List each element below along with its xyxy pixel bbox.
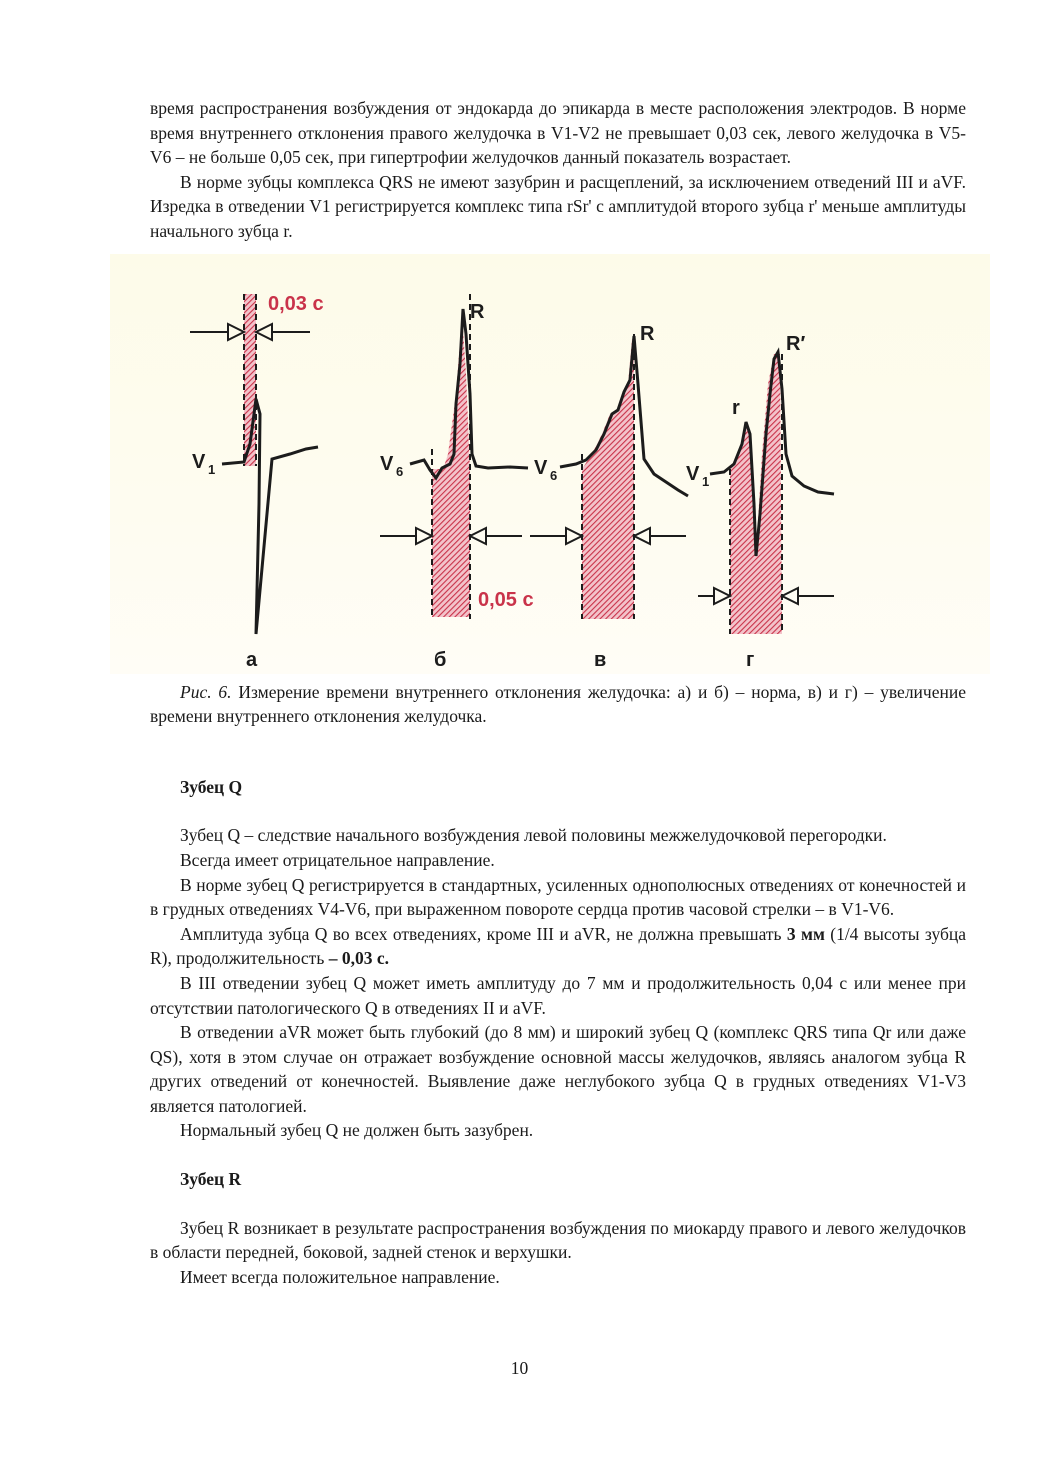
lead-subscript-d: 1 — [702, 473, 710, 489]
r-paragraph-1: Зубец R возникает в результате распространения возбуждения по миокарду правого и левого желудочков в области передней, боковой, задней стенок и верхушки. — [150, 1217, 966, 1263]
lead-subscript-c: 6 — [550, 467, 558, 483]
wave-label-r-c: R — [640, 322, 655, 345]
ecg-diagram — [110, 254, 990, 674]
page-content — [150, 96, 966, 1289]
arrow-right-icon — [566, 528, 582, 544]
panel-letter-b: б — [434, 648, 447, 671]
arrow-right-icon — [228, 324, 244, 340]
panel-b — [380, 294, 534, 671]
panel-letter-c: в — [594, 648, 607, 671]
lead-label-v1-a: V — [192, 450, 206, 473]
intro-paragraph-1: время распространения возбуждения от эндокарда до эпикарда в месте расположения электродов. В норме время внутреннего отклонения правого желудочка в V1-V2 не превышает 0,03 сек, левого желудочка в V5-V6 – не больше 0,05 сек, при гипертрофии желудочков данный показатель возрастает. — [150, 98, 966, 168]
interval-label-003: 0,03 с — [268, 292, 324, 315]
interval-band-b — [432, 469, 470, 617]
q-paragraph-5: В III отведении зубец Q может иметь амплитуду до 7 мм и продолжительность 0,04 с или менее при отсутствии патологического Q в отведениях II и aVF. — [150, 972, 966, 1018]
intro-paragraph-2: В норме зубцы комплекса QRS не имеют зазубрин и расщеплений, за исключением отведений III и aVF. Изредка в отведении V1 регистрируется комплекс типа rSr' с амплитудой второго зубца r' меньше амплитуды начального зубца r. — [150, 171, 966, 241]
caption-number: Рис. 6. — [180, 681, 232, 702]
panel-letter-a: а — [246, 648, 258, 671]
lead-label-v6-c: V — [534, 456, 548, 479]
wave-label-rprime-d: R′ — [786, 332, 806, 355]
lead-subscript-b: 6 — [396, 463, 404, 479]
q-p4-bold-3mm: 3 мм — [786, 923, 825, 944]
q-p4-part-a: Амплитуда зубца Q во всех отведениях, кроме III и aVR, не должна превышать — [180, 923, 787, 944]
arrow-left-icon — [634, 528, 650, 544]
wave-label-r-small-d: r — [732, 396, 740, 419]
lead-subscript-a: 1 — [208, 461, 216, 477]
arrow-right-icon — [714, 588, 730, 604]
arrow-left-icon — [470, 528, 486, 544]
heading-q-wave: Зубец Q — [180, 776, 243, 797]
caption-text: Измерение времени внутреннего отклонения желудочка: а) и б) – норма, в) и г) – увеличение времени внутреннего отклонения желудочка. — [150, 681, 966, 727]
q-p4-bold-duration: – 0,03 с. — [328, 948, 389, 969]
panel-c — [530, 323, 688, 671]
wave-label-r-b: R — [470, 300, 485, 323]
figure-6 — [110, 254, 990, 674]
q-p4-part-c: (1/4 высоты зубца R), продолжительность — [150, 923, 966, 969]
q-paragraph-7: Нормальный зубец Q не должен быть зазубрен. — [180, 1120, 534, 1141]
arrow-right-icon — [416, 528, 432, 544]
figure-caption — [150, 680, 966, 729]
lead-label-v1-d: V — [686, 462, 700, 485]
arrow-left-icon — [256, 324, 272, 340]
q-paragraph-1: Зубец Q – следствие начального возбуждения левой половины межжелудочковой перегородки. — [180, 825, 887, 846]
arrow-left-icon — [782, 588, 798, 604]
lead-label-v6-b: V — [380, 452, 394, 475]
q-paragraph-3: В норме зубец Q регистрируется в стандартных, усиленных однополюсных отведениях от конечностей и в грудных отведениях V4-V6, при выраженном повороте сердца против часовой стрелки – в V1-V6. — [150, 874, 966, 920]
panel-a — [190, 293, 324, 671]
page-number: 10 — [510, 1358, 529, 1378]
heading-r-wave: Зубец R — [180, 1169, 242, 1190]
panel-letter-d: г — [746, 648, 755, 671]
interval-label-005: 0,05 с — [478, 588, 534, 611]
q-paragraph-4 — [150, 922, 966, 971]
q-paragraph-6: В отведении aVR может быть глубокий (до 8 мм) и широкий зубец Q (комплекс QRS типа Qr или даже QS), хотя в этом случае он отражает возбуждение основной массы желудочков, являясь аналогом зубца R других отведений от конечностей. Выявление даже неглубокого зубца Q в грудных отведениях V1-V3 является патологией. — [150, 1022, 966, 1116]
r-paragraph-2: Имеет всегда положительное направление. — [180, 1266, 500, 1287]
ecg-trace-a — [222, 399, 318, 634]
panel-d — [686, 333, 834, 671]
q-paragraph-2: Всегда имеет отрицательное направление. — [180, 849, 495, 870]
